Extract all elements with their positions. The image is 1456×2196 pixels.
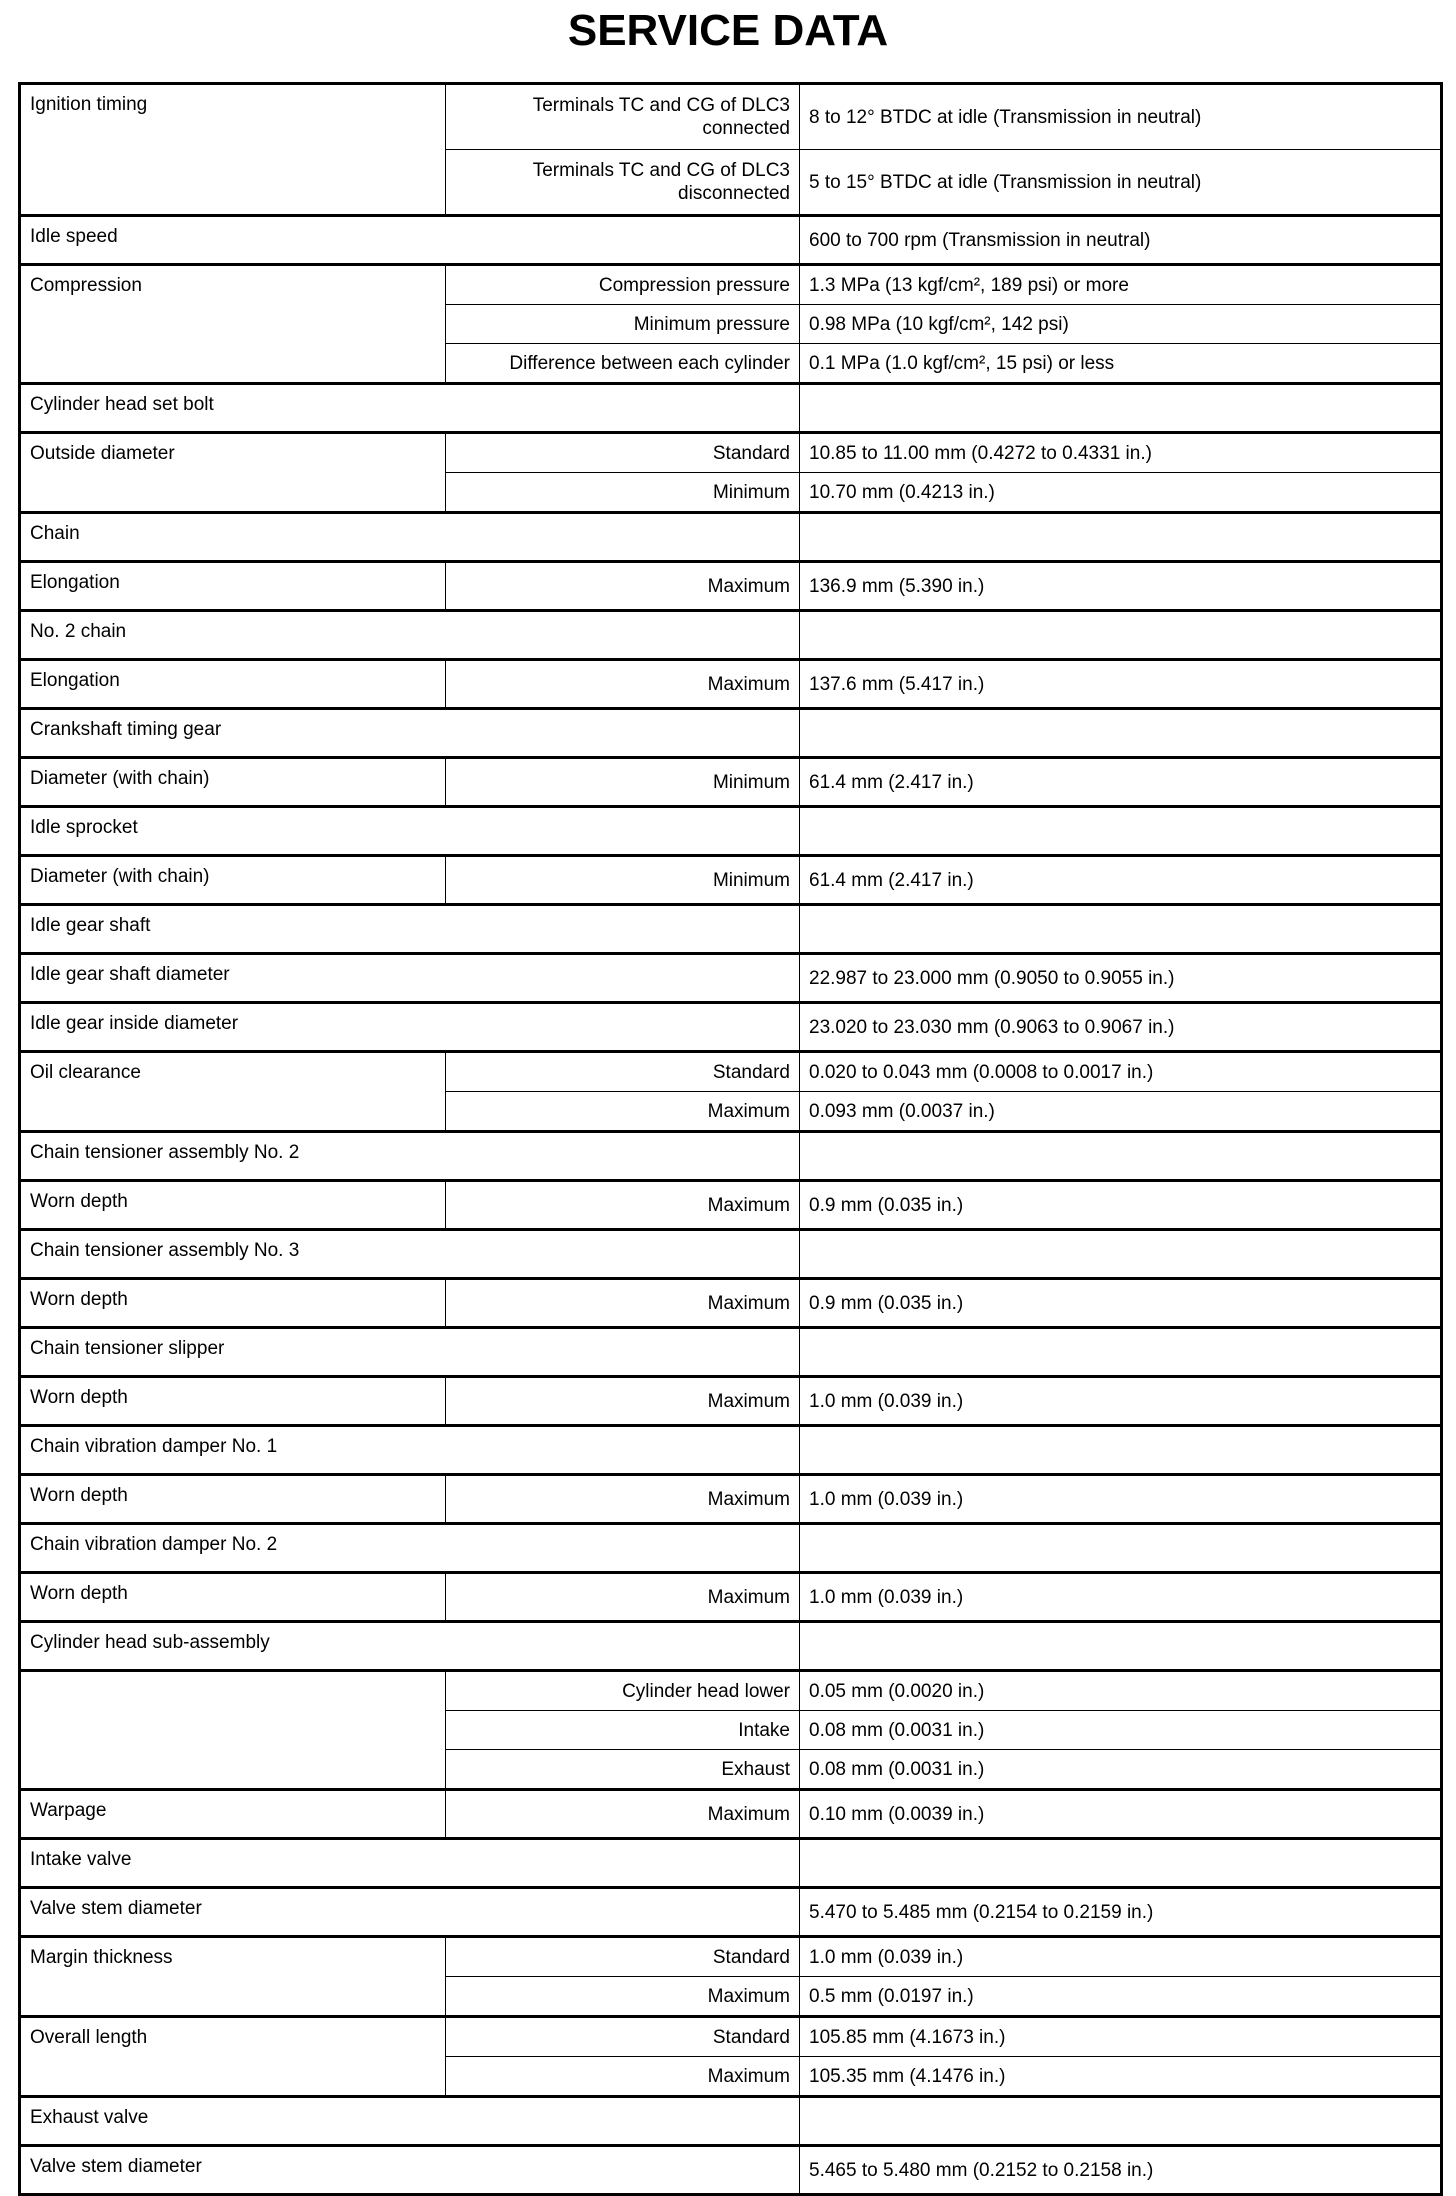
spec-value: 61.4 mm (2.417 in.) xyxy=(800,856,1442,905)
table-row xyxy=(20,1377,1442,1426)
condition-label: Maximum xyxy=(446,1377,800,1426)
spec-value xyxy=(800,513,1442,562)
item-label: Warpage xyxy=(20,1790,446,1839)
table-row xyxy=(20,1839,1442,1888)
condition-label: Maximum xyxy=(446,2057,800,2097)
spec-value: 105.35 mm (4.1476 in.) xyxy=(800,2057,1442,2097)
table-row xyxy=(20,433,1442,473)
table-row xyxy=(20,562,1442,611)
item-label: Worn depth xyxy=(20,1475,446,1524)
spec-value: 1.0 mm (0.039 in.) xyxy=(800,1937,1442,1977)
spec-value: 0.9 mm (0.035 in.) xyxy=(800,1181,1442,1230)
spec-value xyxy=(800,1622,1442,1671)
item-label: Exhaust valve xyxy=(20,2097,800,2146)
item-label: Idle sprocket xyxy=(20,807,800,856)
table-row xyxy=(20,1573,1442,1622)
spec-value: 0.08 mm (0.0031 in.) xyxy=(800,1750,1442,1790)
item-label: Worn depth xyxy=(20,1181,446,1230)
item-label xyxy=(20,1671,446,1790)
table-row xyxy=(20,2146,1442,2195)
spec-value xyxy=(800,611,1442,660)
item-label: Chain tensioner assembly No. 3 xyxy=(20,1230,800,1279)
table-row xyxy=(20,758,1442,807)
item-label: Idle gear shaft xyxy=(20,905,800,954)
table-row xyxy=(20,954,1442,1003)
service-data-table xyxy=(18,82,1443,2196)
table-row xyxy=(20,1937,1442,1977)
table-row xyxy=(20,1426,1442,1475)
item-label: Chain tensioner assembly No. 2 xyxy=(20,1132,800,1181)
table-row xyxy=(20,1132,1442,1181)
item-label: Intake valve xyxy=(20,1839,800,1888)
spec-value: 10.85 to 11.00 mm (0.4272 to 0.4331 in.) xyxy=(800,433,1442,473)
spec-value: 137.6 mm (5.417 in.) xyxy=(800,660,1442,709)
item-label: Oil clearance xyxy=(20,1052,446,1132)
item-label: Idle gear shaft diameter xyxy=(20,954,800,1003)
condition-label: Minimum xyxy=(446,856,800,905)
table-row xyxy=(20,1230,1442,1279)
item-label: Chain vibration damper No. 1 xyxy=(20,1426,800,1475)
spec-value: 1.0 mm (0.039 in.) xyxy=(800,1475,1442,1524)
spec-value xyxy=(800,1839,1442,1888)
condition-label: Maximum xyxy=(446,660,800,709)
table-row xyxy=(20,2017,1442,2057)
item-label: Crankshaft timing gear xyxy=(20,709,800,758)
table-row xyxy=(20,807,1442,856)
spec-value: 0.98 MPa (10 kgf/cm², 142 psi) xyxy=(800,305,1442,344)
condition-label: Difference between each cylinder xyxy=(446,344,800,384)
table-body xyxy=(20,84,1442,2195)
table-row xyxy=(20,513,1442,562)
spec-value: 5.470 to 5.485 mm (0.2154 to 0.2159 in.) xyxy=(800,1888,1442,1937)
condition-label: Standard xyxy=(446,1052,800,1092)
spec-value: 105.85 mm (4.1673 in.) xyxy=(800,2017,1442,2057)
table-row xyxy=(20,384,1442,433)
table-row xyxy=(20,216,1442,265)
spec-value: 5 to 15° BTDC at idle (Transmission in neutral) xyxy=(800,150,1442,216)
condition-label: Standard xyxy=(446,433,800,473)
table-row xyxy=(20,1622,1442,1671)
spec-value xyxy=(800,1230,1442,1279)
item-label: Chain tensioner slipper xyxy=(20,1328,800,1377)
item-label: Valve stem diameter xyxy=(20,1888,800,1937)
condition-label: Maximum xyxy=(446,1181,800,1230)
table-row xyxy=(20,1888,1442,1937)
item-label: Diameter (with chain) xyxy=(20,856,446,905)
spec-value: 1.0 mm (0.039 in.) xyxy=(800,1377,1442,1426)
item-label: Elongation xyxy=(20,660,446,709)
condition-label: Minimum xyxy=(446,473,800,513)
table-row xyxy=(20,1475,1442,1524)
item-label: Chain xyxy=(20,513,800,562)
spec-value: 0.9 mm (0.035 in.) xyxy=(800,1279,1442,1328)
spec-value: 1.0 mm (0.039 in.) xyxy=(800,1573,1442,1622)
spec-value xyxy=(800,2097,1442,2146)
condition-label: Maximum xyxy=(446,1573,800,1622)
item-label: Valve stem diameter xyxy=(20,2146,800,2195)
spec-value: 0.1 MPa (1.0 kgf/cm², 15 psi) or less xyxy=(800,344,1442,384)
spec-value: 5.465 to 5.480 mm (0.2152 to 0.2158 in.) xyxy=(800,2146,1442,2195)
condition-label: Minimum xyxy=(446,758,800,807)
spec-value xyxy=(800,1132,1442,1181)
page-title: SERVICE DATA xyxy=(567,6,889,55)
spec-value: 10.70 mm (0.4213 in.) xyxy=(800,473,1442,513)
spec-value: 0.08 mm (0.0031 in.) xyxy=(800,1711,1442,1750)
condition-label: Exhaust xyxy=(446,1750,800,1790)
condition-label: Compression pressure xyxy=(446,265,800,305)
spec-value: 0.10 mm (0.0039 in.) xyxy=(800,1790,1442,1839)
table-row xyxy=(20,84,1442,150)
table-row xyxy=(20,905,1442,954)
table-row xyxy=(20,1524,1442,1573)
condition-label: Maximum xyxy=(446,1279,800,1328)
spec-value xyxy=(800,709,1442,758)
item-label: Cylinder head sub-assembly xyxy=(20,1622,800,1671)
table-row xyxy=(20,660,1442,709)
item-label: Diameter (with chain) xyxy=(20,758,446,807)
table-row xyxy=(20,1181,1442,1230)
table-row xyxy=(20,709,1442,758)
spec-value xyxy=(800,1328,1442,1377)
item-label: Cylinder head set bolt xyxy=(20,384,800,433)
table-row xyxy=(20,265,1442,305)
table-row xyxy=(20,1003,1442,1052)
table-row xyxy=(20,1279,1442,1328)
table-row xyxy=(20,1052,1442,1092)
spec-value: 600 to 700 rpm (Transmission in neutral) xyxy=(800,216,1442,265)
spec-value xyxy=(800,1426,1442,1475)
item-label: Compression xyxy=(20,265,446,384)
condition-label: Maximum xyxy=(446,1977,800,2017)
spec-value xyxy=(800,384,1442,433)
spec-value xyxy=(800,807,1442,856)
condition-label: Standard xyxy=(446,2017,800,2057)
item-label: Idle speed xyxy=(20,216,800,265)
condition-label: Maximum xyxy=(446,1475,800,1524)
condition-label: Maximum xyxy=(446,1092,800,1132)
item-label: Overall length xyxy=(20,2017,446,2097)
item-label: No. 2 chain xyxy=(20,611,800,660)
table-row xyxy=(20,1328,1442,1377)
item-label: Margin thickness xyxy=(20,1937,446,2017)
condition-label: Maximum xyxy=(446,562,800,611)
spec-value: 8 to 12° BTDC at idle (Transmission in neutral) xyxy=(800,84,1442,150)
spec-value: 0.5 mm (0.0197 in.) xyxy=(800,1977,1442,2017)
condition-label: Terminals TC and CG of DLC3 disconnected xyxy=(446,150,800,216)
table-row xyxy=(20,2097,1442,2146)
spec-value: 0.093 mm (0.0037 in.) xyxy=(800,1092,1442,1132)
item-label: Outside diameter xyxy=(20,433,446,513)
item-label: Worn depth xyxy=(20,1573,446,1622)
item-label: Worn depth xyxy=(20,1377,446,1426)
condition-label: Terminals TC and CG of DLC3 connected xyxy=(446,84,800,150)
spec-value: 0.05 mm (0.0020 in.) xyxy=(800,1671,1442,1711)
condition-label: Intake xyxy=(446,1711,800,1750)
table-row xyxy=(20,611,1442,660)
spec-value: 22.987 to 23.000 mm (0.9050 to 0.9055 in.) xyxy=(800,954,1442,1003)
condition-label: Standard xyxy=(446,1937,800,1977)
spec-value: 0.020 to 0.043 mm (0.0008 to 0.0017 in.) xyxy=(800,1052,1442,1092)
condition-label: Cylinder head lower xyxy=(446,1671,800,1711)
item-label: Elongation xyxy=(20,562,446,611)
condition-label: Maximum xyxy=(446,1790,800,1839)
item-label: Chain vibration damper No. 2 xyxy=(20,1524,800,1573)
item-label: Idle gear inside diameter xyxy=(20,1003,800,1052)
spec-value: 61.4 mm (2.417 in.) xyxy=(800,758,1442,807)
table-row xyxy=(20,856,1442,905)
spec-value: 1.3 MPa (13 kgf/cm², 189 psi) or more xyxy=(800,265,1442,305)
spec-value xyxy=(800,1524,1442,1573)
table-row xyxy=(20,1790,1442,1839)
spec-value: 23.020 to 23.030 mm (0.9063 to 0.9067 in.) xyxy=(800,1003,1442,1052)
item-label: Worn depth xyxy=(20,1279,446,1328)
spec-value: 136.9 mm (5.390 in.) xyxy=(800,562,1442,611)
item-label: Ignition timing xyxy=(20,84,446,216)
table-row xyxy=(20,1671,1442,1711)
condition-label: Minimum pressure xyxy=(446,305,800,344)
spec-value xyxy=(800,905,1442,954)
